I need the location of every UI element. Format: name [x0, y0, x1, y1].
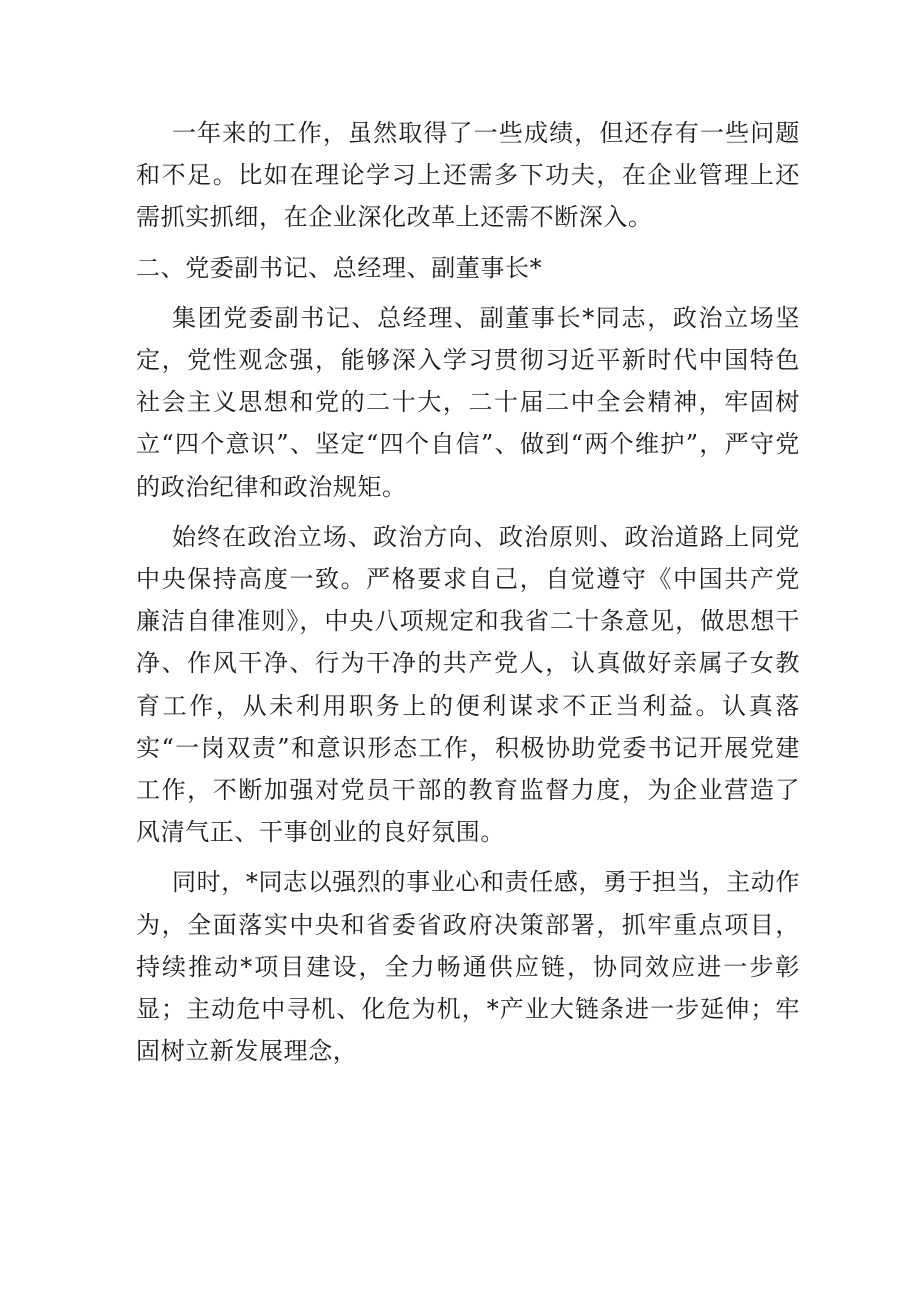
paragraph-spacer [136, 508, 800, 516]
paragraph-spacer [136, 853, 800, 861]
paragraph-political-stance: 集团党委副书记、总经理、副董事长*同志，政治立场坚定，党性观念强，能够深入学习贯彻习近平新时代中国特色社会主义思想和党的二十大，二十届二中全会精神，牢固树立“四个意识”、坚定“四个自信”、做到“两个维护”，严守党的政治纪律和政治规矩。 [136, 303, 800, 501]
section-heading: 二、党委副书记、总经理、副董事长* [136, 253, 543, 282]
paragraph-shortcomings: 一年来的工作，虽然取得了一些成绩，但还存有一些问题和不足。比如在理论学习上还需多下功夫，在企业管理上还需抓实抓细，在企业深化改革上还需不断深入。 [136, 119, 800, 232]
paragraph-spacer [136, 289, 800, 297]
document-body [136, 112, 800, 1072]
paragraph-spacer [136, 239, 800, 247]
paragraph-responsibility: 同时，*同志以强烈的事业心和责任感，勇于担当，主动作为，全面落实中央和省委省政府决策部署，抓牢重点项目，持续推动*项目建设，全力畅通供应链，协同效应进一步彰显；主动危中寻机、化危为机，*产业大链条进一步延伸；牢固树立新发展理念， [136, 868, 800, 1066]
paragraph-discipline: 始终在政治立场、政治方向、政治原则、政治道路上同党中央保持高度一致。严格要求自己，自觉遵守《中国共产党廉洁自律准则》，中央八项规定和我省二十条意见，做思想干净、作风干净、行为干净的共产党人，认真做好亲属子女教育工作，从未利用职务上的便利谋求不正当利益。认真落实“一岗双责”和意识形态工作，积极协助党委书记开展党建工作，不断加强对党员干部的教育监督力度，为企业营造了风清气正、干事创业的良好氛围。 [136, 522, 800, 847]
